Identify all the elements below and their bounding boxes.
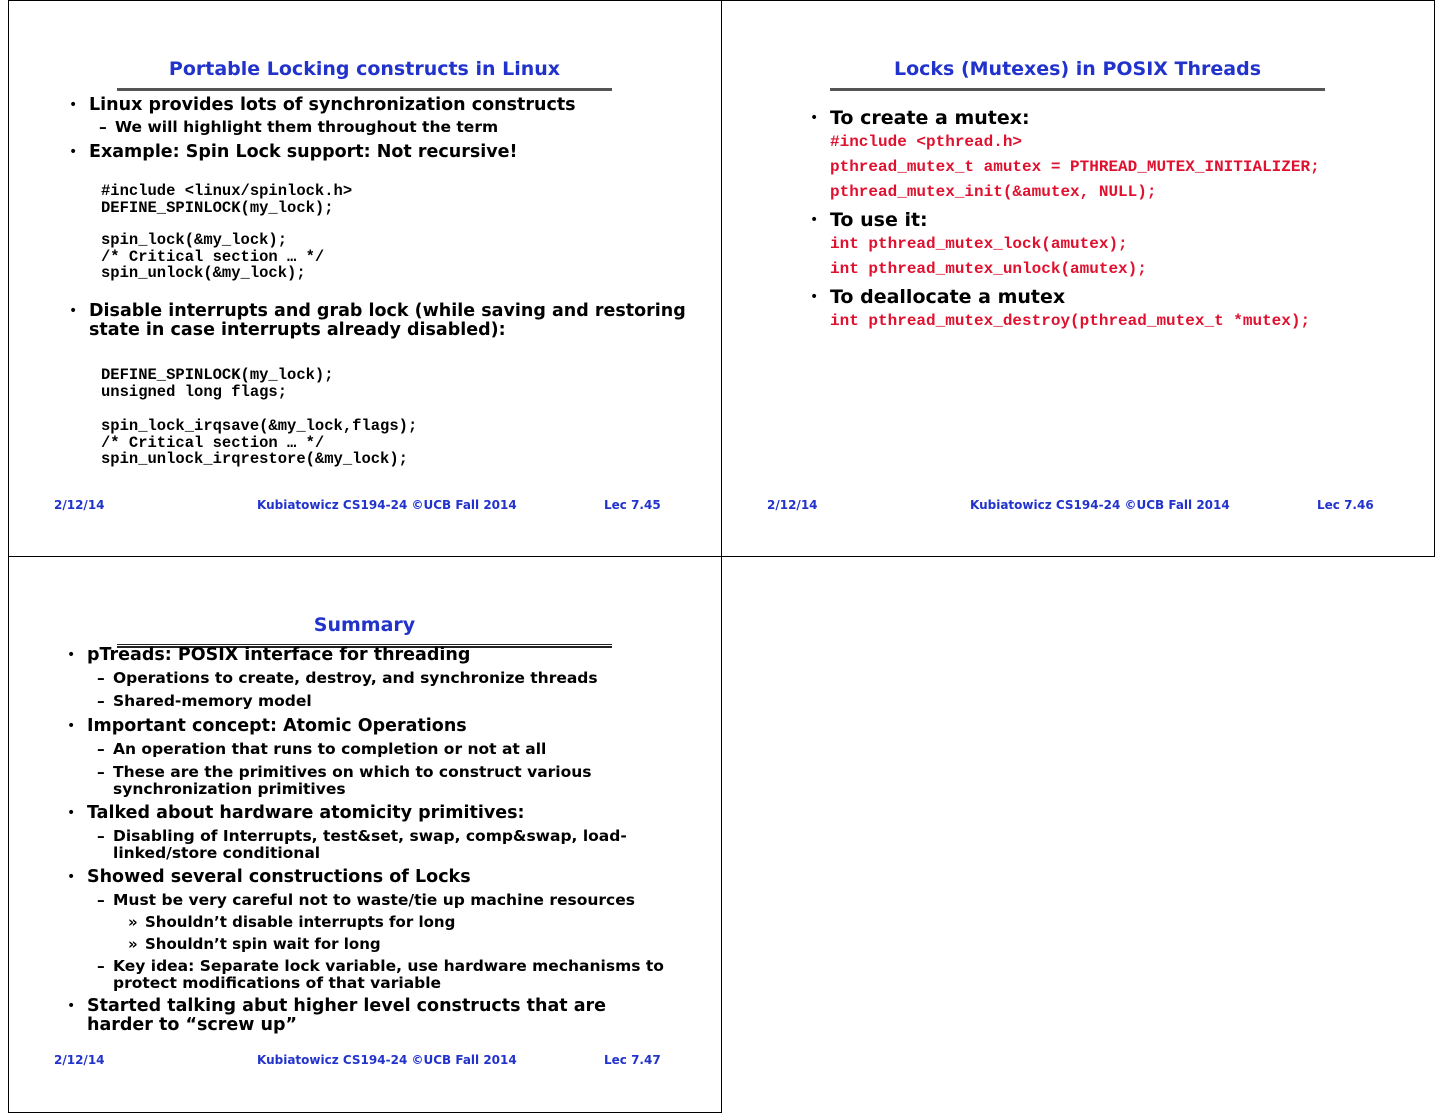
bullet-item: • Showed several constructions of Locks <box>67 867 717 887</box>
bullet-item <box>69 302 709 340</box>
footer-date: 2/12/14 <box>54 498 105 512</box>
bullet-line: Started talking abut higher level constructs that are <box>87 996 607 1016</box>
bullet-list <box>69 302 709 340</box>
bullet-item: • To deallocate a mutex <box>810 286 1430 309</box>
code-line: int pthread_mutex_lock(amutex); <box>830 235 1128 253</box>
sub-bullet-item: – An operation that runs to completion or not at all <box>67 741 717 758</box>
sub-sub-bullet-item: » Shouldn’t spin wait for long <box>67 936 717 953</box>
code-line: pthread_mutex_init(&amutex, NULL); <box>830 183 1157 201</box>
sub-sub-bullet-item: » Shouldn’t disable interrupts for long <box>67 914 717 931</box>
footer-course: Kubiatowicz CS194-24 ©UCB Fall 2014 <box>257 1053 517 1067</box>
slide-title: Locks (Mutexes) in POSIX Threads <box>893 58 1262 80</box>
footer-date: 2/12/14 <box>767 498 818 512</box>
title-underline <box>117 88 612 91</box>
code-line: int pthread_mutex_unlock(amutex); <box>830 260 1147 278</box>
sub-bullet-item: – Must be very careful not to waste/tie up machine resources <box>67 892 717 909</box>
footer-course: Kubiatowicz CS194-24 ©UCB Fall 2014 <box>257 498 517 512</box>
sub-bullet-line: protect modifications of that variable <box>113 974 442 992</box>
sub-bullet-line: linked/store conditional <box>113 844 321 862</box>
code-line: pthread_mutex_t amutex = PTHREAD_MUTEX_INITIALIZER; <box>830 158 1320 176</box>
sub-bullet-item: – Shared-memory model <box>67 693 717 710</box>
bullet-line: state in case interrupts already disabled): <box>89 320 506 340</box>
bullet-item: • To use it: <box>810 209 1430 232</box>
code-line: #include <pthread.h> <box>830 133 1023 151</box>
title-underline <box>830 88 1325 91</box>
code-block: #include <linux/spinlock.h> DEFINE_SPINLOCK(my_lock); <box>101 182 353 217</box>
sub-bullet-line: Disabling of Interrupts, test&set, swap, comp&swap, load- <box>113 827 627 845</box>
bullet-item: • Example: Spin Lock support: Not recursive! <box>69 142 709 162</box>
slide-title: Portable Locking constructs in Linux <box>168 58 561 80</box>
sub-bullet-line: synchronization primitives <box>113 780 346 798</box>
footer-lecture: Lec 7.46 <box>1317 498 1374 512</box>
bullet-item: • To create a mutex: <box>810 107 1430 130</box>
bullet-item: • Talked about hardware atomicity primitives: <box>67 803 717 823</box>
footer-lecture: Lec 7.47 <box>604 1053 661 1067</box>
slide-title: Summary <box>313 614 416 636</box>
sub-bullet-line: These are the primitives on which to construct various <box>113 763 592 781</box>
code-line: int pthread_mutex_destroy(pthread_mutex_t *mutex); <box>830 312 1311 330</box>
bullet-list <box>69 95 709 162</box>
slide-7-46 <box>721 0 1435 557</box>
bullet-item: • Linux provides lots of synchronization constructs <box>69 95 709 115</box>
bullet-item <box>67 997 717 1035</box>
sub-bullet-line: Key idea: Separate lock variable, use hardware mechanisms to <box>113 957 664 975</box>
slide-7-47 <box>8 556 722 1113</box>
sub-bullet-item <box>67 828 717 862</box>
code-block: spin_lock(&my_lock); /* Critical section … */ spin_unlock(&my_lock); <box>101 231 325 282</box>
footer-course: Kubiatowicz CS194-24 ©UCB Fall 2014 <box>970 498 1230 512</box>
bullet-list <box>67 645 717 1035</box>
code-block: DEFINE_SPINLOCK(my_lock); unsigned long flags; <box>101 366 334 401</box>
bullet-item: • pTreads: POSIX interface for threading <box>67 645 717 665</box>
bullet-line: Disable interrupts and grab lock (while saving and restoring <box>89 301 686 321</box>
bullet-list <box>810 107 1430 334</box>
slide-7-45 <box>8 0 722 557</box>
bullet-line: harder to “screw up” <box>87 1015 298 1035</box>
sub-bullet-item <box>67 764 717 798</box>
footer-date: 2/12/14 <box>54 1053 105 1067</box>
sub-bullet-item: – Operations to create, destroy, and synchronize threads <box>67 670 717 687</box>
sub-bullet-item: – We will highlight them throughout the term <box>69 119 709 136</box>
footer-lecture: Lec 7.45 <box>604 498 661 512</box>
sub-bullet-item <box>67 958 717 992</box>
code-block: spin_lock_irqsave(&my_lock,flags); /* Critical section … */ spin_unlock_irqrestore(&my_lock); <box>101 417 418 468</box>
bullet-item: • Important concept: Atomic Operations <box>67 716 717 736</box>
